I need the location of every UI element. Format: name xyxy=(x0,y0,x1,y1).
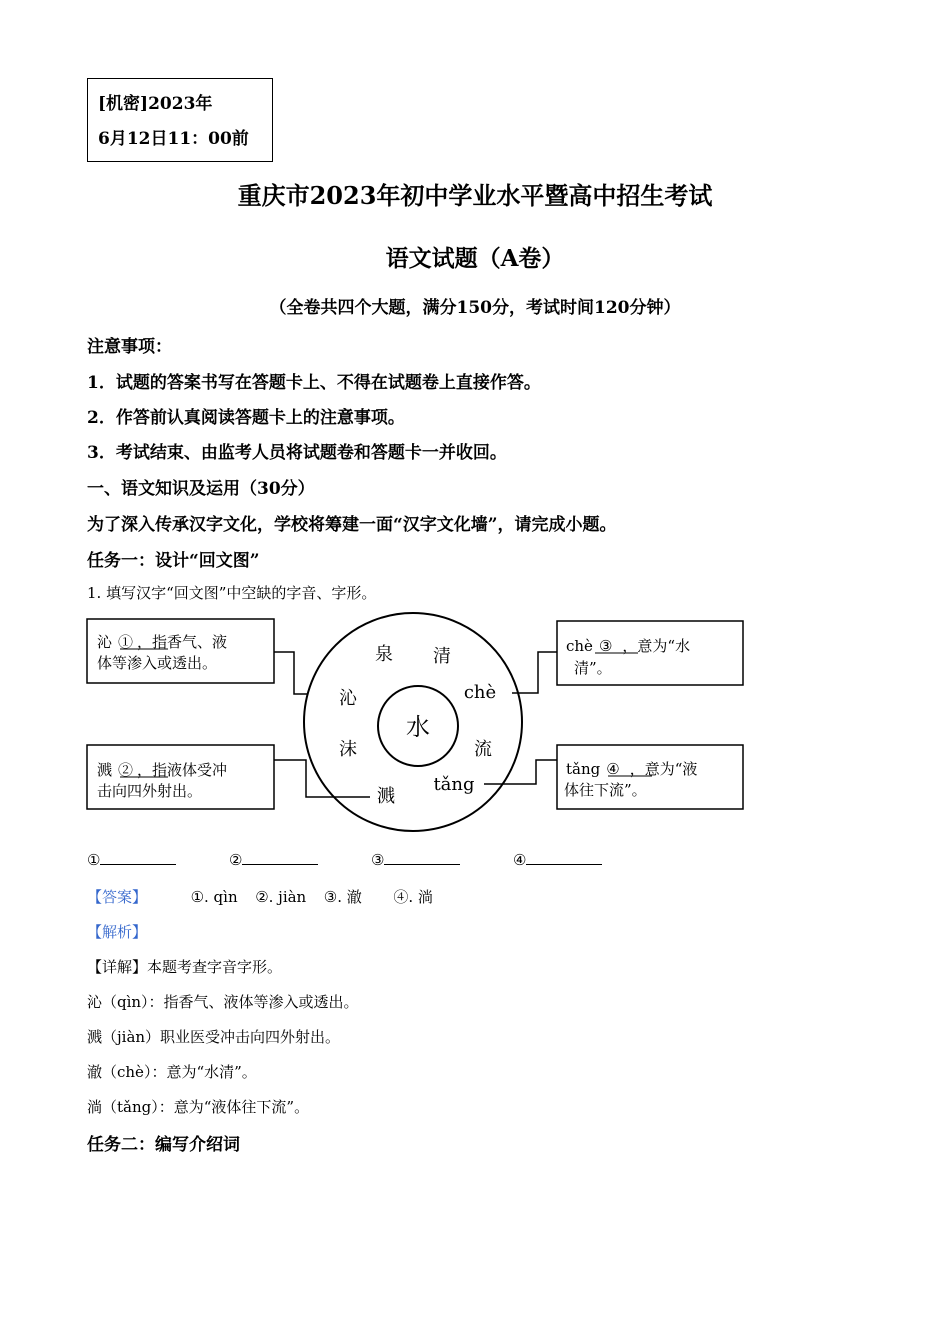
answer-label: 【答案】 xyxy=(87,888,148,906)
box-tl-line1: 沁 ① ，指香气、液 xyxy=(97,633,228,651)
huiwen-diagram xyxy=(86,612,748,834)
analysis-line-1: 【详解】本题考查字音字形。 xyxy=(87,958,283,976)
answer-1: ①. qìn xyxy=(190,888,238,906)
notice-item-2: 2．作答前认真阅读答题卡上的注意事项。 xyxy=(87,408,405,428)
connector-tr xyxy=(512,652,557,693)
box-br-line1: tǎng ④ ，意为“液 xyxy=(566,760,698,778)
analysis-line-2: 沁（qìn）：指香气、液体等渗入或透出。 xyxy=(87,993,359,1011)
confidential-box xyxy=(87,78,273,162)
answer-4: ④. 淌 xyxy=(393,888,433,906)
blank-1[interactable]: ① xyxy=(87,850,176,869)
box-bl-line2: 击向四外射出。 xyxy=(97,782,203,800)
exam-subtitle: 语文试题（A卷） xyxy=(385,245,565,272)
connector-br xyxy=(484,760,557,784)
center-char: 水 xyxy=(406,713,430,741)
section-heading: 一、语文知识及运用（30分） xyxy=(87,479,315,499)
exam-note: （全卷共四个大题，满分150分，考试时间120分钟） xyxy=(269,298,681,318)
ring-char-3: chè xyxy=(463,682,497,703)
ring-char-4: 流 xyxy=(474,739,492,760)
confidential-line1: [机密]2023年 xyxy=(98,94,213,114)
exam-title: 重庆市2023年初中学业水平暨高中招生考试 xyxy=(237,181,713,210)
ring-char-6: 溅 xyxy=(377,786,395,807)
analysis-line-3: 溅（jiàn）职业医受冲击向四外射出。 xyxy=(87,1028,341,1046)
box-tr-line1: chè ③ ，意为“水 xyxy=(566,637,691,655)
analysis-line-4: 澈（chè）：意为“水清”。 xyxy=(87,1063,257,1081)
ring-char-5: tǎng xyxy=(433,774,475,795)
blank-3[interactable]: ③ xyxy=(371,850,460,869)
blank-4[interactable]: ④ xyxy=(513,850,602,869)
confidential-line2: 6月12日11：00前 xyxy=(98,129,249,149)
box-tr-line2: 清”。 xyxy=(574,659,612,677)
connector-tl xyxy=(274,652,308,694)
box-br-line2: 体往下流”。 xyxy=(564,781,647,799)
blank-2[interactable]: ② xyxy=(229,850,318,869)
ring-char-2: 清 xyxy=(433,646,451,667)
answer-row xyxy=(87,886,433,907)
answer-3: ③. 澈 xyxy=(323,888,362,906)
notice-heading: 注意事项： xyxy=(87,337,172,357)
box-top-left xyxy=(87,619,274,683)
section-intro: 为了深入传承汉字文化，学校将筹建一面“汉字文化墙”，请完成小题。 xyxy=(87,515,617,535)
ring-char-8: 沁 xyxy=(339,688,357,709)
connector-bl xyxy=(274,760,370,797)
ring-char-7: 沫 xyxy=(339,739,357,760)
box-bl-line1: 溅 ② ，指液体受冲 xyxy=(97,761,228,779)
notice-item-3: 3．考试结束、由监考人员将试题卷和答题卡一并收回。 xyxy=(87,443,507,463)
task2-heading: 任务二：编写介绍词 xyxy=(87,1135,240,1155)
question-1: 1. 填写汉字“回文图”中空缺的字音、字形。 xyxy=(87,584,377,602)
box-tl-line2: 体等渗入或透出。 xyxy=(97,654,218,672)
analysis-label: 【解析】 xyxy=(87,923,148,941)
task1-heading: 任务一：设计“回文图” xyxy=(87,551,260,571)
answer-2: ②. jiàn xyxy=(255,888,307,906)
analysis-line-5: 淌（tǎng）：意为“液体往下流”。 xyxy=(87,1098,310,1116)
notice-item-1: 1．试题的答案书写在答题卡上、不得在试题卷上直接作答。 xyxy=(87,373,541,393)
ring-char-1: 泉 xyxy=(375,644,393,665)
